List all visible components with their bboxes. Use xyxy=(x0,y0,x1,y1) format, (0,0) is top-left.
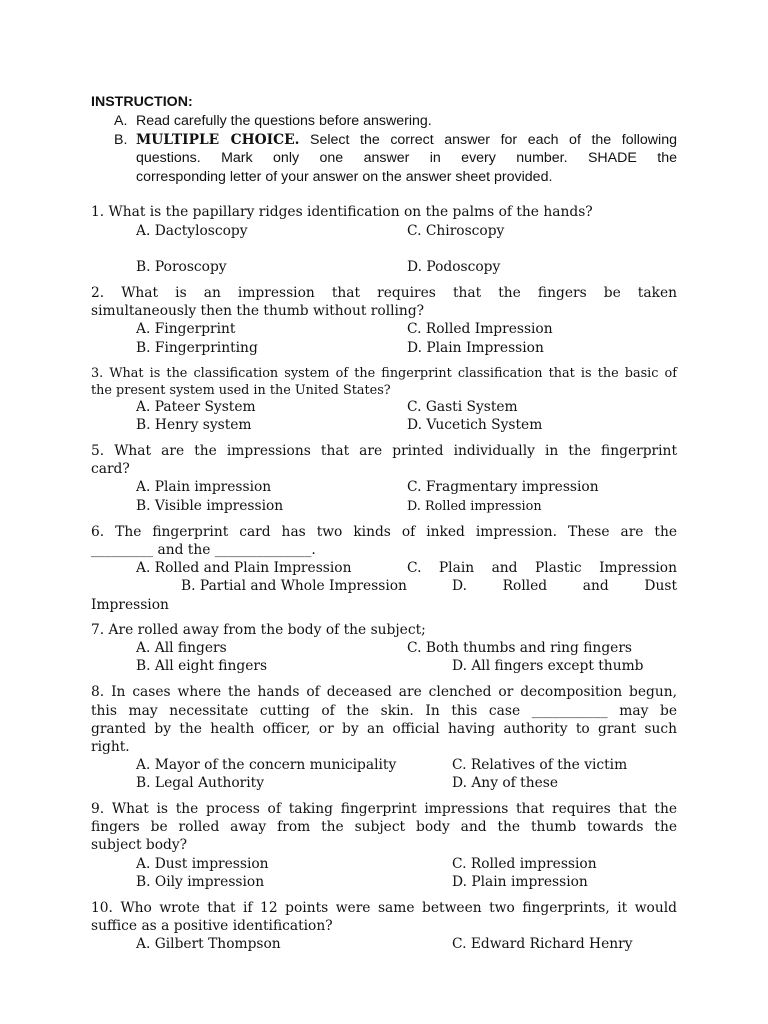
question-9-option-d: D. Plain impression xyxy=(452,874,588,890)
question-1-option-b: B. Poroscopy xyxy=(136,259,227,275)
question-9-line3: subject body? xyxy=(91,837,188,853)
question-6-option-d-continued: Impression xyxy=(91,597,169,613)
question-7-option-a: A. All fingers xyxy=(136,640,227,656)
instruction-b-line1 xyxy=(136,132,677,148)
question-3-option-a: A. Pateer System xyxy=(136,399,256,415)
question-2-option-b: B. Fingerprinting xyxy=(136,340,258,356)
question-10-line2: suffice as a positive identification? xyxy=(91,918,333,934)
question-5-option-b: B. Visible impression xyxy=(136,498,284,514)
question-8-option-c: C. Relatives of the victim xyxy=(452,757,628,773)
question-9-option-a: A. Dust impression xyxy=(136,856,269,872)
question-7-option-b: B. All eight fingers xyxy=(136,658,268,674)
question-3-line1: 3. What is the classification system of the fingerprint classification that is the basic of xyxy=(91,366,677,381)
instruction-heading: INSTRUCTION: xyxy=(91,94,193,110)
instruction-b-line1-rest: Select the correct answer for each of the following xyxy=(310,132,677,148)
question-3-option-d: D. Vucetich System xyxy=(407,417,543,433)
question-9-option-b: B. Oily impression xyxy=(136,874,265,890)
question-8-line2: this may necessitate cutting of the skin. In this case ___________ may be xyxy=(91,703,677,719)
instruction-a-text: Read carefully the questions before answering. xyxy=(136,113,432,129)
question-2-line2: simultaneously then the thumb without rolling? xyxy=(91,303,425,319)
question-1-option-c: C. Chiroscopy xyxy=(407,223,505,239)
instruction-b-line3: corresponding letter of your answer on the answer sheet provided. xyxy=(136,169,553,185)
question-9-option-c: C. Rolled impression xyxy=(452,856,597,872)
question-1-option-a: A. Dactyloscopy xyxy=(136,223,248,239)
question-1-stem: 1. What is the papillary ridges identification on the palms of the hands? xyxy=(91,204,593,220)
question-8-line3: granted by the health officer, or by an official having authority to grant such xyxy=(91,721,677,737)
instruction-b-line2: questions. Mark only one answer in every number. SHADE the xyxy=(136,150,677,166)
question-1-option-d: D. Podoscopy xyxy=(407,259,501,275)
question-7-stem: 7. Are rolled away from the body of the subject; xyxy=(91,622,426,638)
question-5-option-c: C. Fragmentary impression xyxy=(407,479,599,495)
question-6-option-c: C. Plain and Plastic Impression xyxy=(407,560,677,576)
question-6-option-d: D. Rolled and Dust xyxy=(452,578,677,594)
question-6-line1: 6. The fingerprint card has two kinds of inked impression. These are the xyxy=(91,524,677,540)
instruction-b-marker: B. xyxy=(114,132,128,148)
question-2-option-c: C. Rolled Impression xyxy=(407,321,553,337)
question-7-option-d: D. All fingers except thumb xyxy=(452,658,644,674)
question-8-option-a: A. Mayor of the concern municipality xyxy=(136,757,397,773)
question-7-option-c: C. Both thumbs and ring fingers xyxy=(407,640,632,656)
question-3-option-c: C. Gasti System xyxy=(407,399,518,415)
question-6-option-b: B. Partial and Whole Impression xyxy=(181,578,407,594)
question-5-line1: 5. What are the impressions that are printed individually in the fingerprint xyxy=(91,443,677,459)
question-5-option-a: A. Plain impression xyxy=(136,479,272,495)
question-8-line1: 8. In cases where the hands of deceased are clenched or decomposition begun, xyxy=(91,684,677,700)
question-8-line4: right. xyxy=(91,739,130,755)
question-2-option-a: A. Fingerprint xyxy=(136,321,236,337)
multiple-choice-label: MULTIPLE CHOICE. xyxy=(136,132,300,148)
question-5-line2: card? xyxy=(91,461,130,477)
question-2-option-d: D. Plain Impression xyxy=(407,340,544,356)
question-10-option-c: C. Edward Richard Henry xyxy=(452,936,633,952)
question-2-line1: 2. What is an impression that requires that the fingers be taken xyxy=(91,285,677,301)
question-6-line2: _________ and the ______________. xyxy=(91,542,316,558)
question-3-option-b: B. Henry system xyxy=(136,417,252,433)
question-9-line1: 9. What is the process of taking fingerprint impressions that requires that the xyxy=(91,801,677,817)
question-10-option-a: A. Gilbert Thompson xyxy=(136,936,281,952)
question-6-option-a: A. Rolled and Plain Impression xyxy=(136,560,352,576)
question-8-option-d: D. Any of these xyxy=(452,775,559,791)
question-9-line2: fingers be rolled away from the subject body and the thumb towards the xyxy=(91,819,677,835)
question-10-line1: 10. Who wrote that if 12 points were same between two fingerprints, it would xyxy=(91,900,677,916)
question-3-line2: the present system used in the United States? xyxy=(91,383,391,398)
instruction-a-marker: A. xyxy=(114,113,128,129)
question-8-option-b: B. Legal Authority xyxy=(136,775,265,791)
question-5-option-d: D. Rolled impression xyxy=(407,499,542,514)
